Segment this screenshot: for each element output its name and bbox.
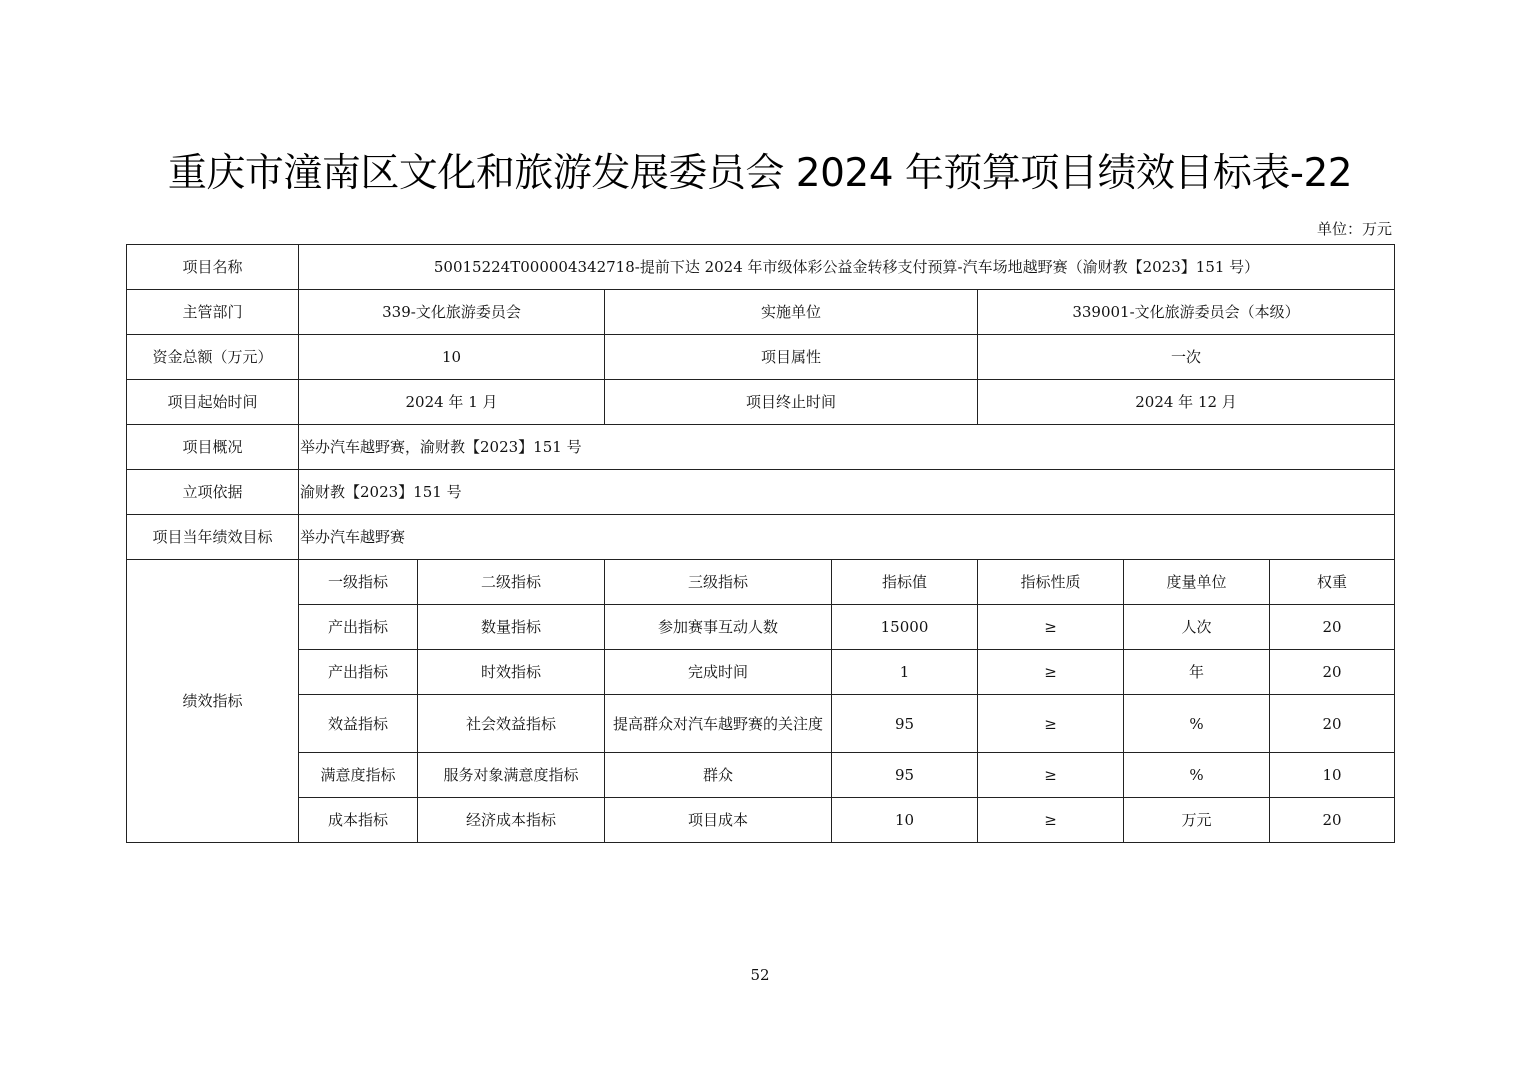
overview-label: 项目概况 (127, 425, 299, 470)
unit-cell: % (1124, 753, 1270, 798)
nature-cell: ≥ (978, 753, 1124, 798)
row-period (127, 380, 1395, 425)
level3-cell: 参加赛事互动人数 (605, 605, 832, 650)
header-nature: 指标性质 (978, 560, 1124, 605)
header-level3: 三级指标 (605, 560, 832, 605)
weight-cell: 10 (1270, 753, 1395, 798)
table-row (127, 753, 1395, 798)
weight-cell: 20 (1270, 798, 1395, 843)
header-level2: 二级指标 (418, 560, 605, 605)
value-cell: 95 (832, 753, 978, 798)
fund-value: 10 (299, 335, 605, 380)
unit-cell: 年 (1124, 650, 1270, 695)
level3-cell: 群众 (605, 753, 832, 798)
row-goal (127, 515, 1395, 560)
header-level1: 一级指标 (299, 560, 418, 605)
level1-cell: 成本指标 (299, 798, 418, 843)
unit-cell: % (1124, 695, 1270, 753)
table-row (127, 650, 1395, 695)
nature-cell: ≥ (978, 605, 1124, 650)
dept-value: 339-文化旅游委员会 (299, 290, 605, 335)
header-weight: 权重 (1270, 560, 1395, 605)
start-label: 项目起始时间 (127, 380, 299, 425)
header-value: 指标值 (832, 560, 978, 605)
nature-cell: ≥ (978, 650, 1124, 695)
level3-cell: 项目成本 (605, 798, 832, 843)
performance-target-table (126, 244, 1395, 843)
level3-cell: 提高群众对汽车越野赛的关注度 (605, 695, 832, 753)
nature-cell: ≥ (978, 798, 1124, 843)
level1-cell: 产出指标 (299, 605, 418, 650)
row-project-name (127, 245, 1395, 290)
row-basis (127, 470, 1395, 515)
unit-cell: 人次 (1124, 605, 1270, 650)
page-title: 重庆市潼南区文化和旅游发展委员会 2024 年预算项目绩效目标表-22 (167, 151, 1353, 196)
end-value: 2024 年 12 月 (978, 380, 1395, 425)
level1-cell: 产出指标 (299, 650, 418, 695)
unit-cell: 万元 (1124, 798, 1270, 843)
value-cell: 10 (832, 798, 978, 843)
row-fund (127, 335, 1395, 380)
indicator-header-row (127, 560, 1395, 605)
goal-value: 举办汽车越野赛 (299, 515, 1395, 560)
level2-cell: 数量指标 (418, 605, 605, 650)
table-row (127, 798, 1395, 843)
level2-cell: 时效指标 (418, 650, 605, 695)
table-row (127, 695, 1395, 753)
row-overview (127, 425, 1395, 470)
page-number: 52 (750, 966, 770, 984)
end-label: 项目终止时间 (605, 380, 978, 425)
impl-value: 339001-文化旅游委员会（本级） (978, 290, 1395, 335)
level3-cell: 完成时间 (605, 650, 832, 695)
basis-label: 立项依据 (127, 470, 299, 515)
value-cell: 1 (832, 650, 978, 695)
value-cell: 95 (832, 695, 978, 753)
attr-value: 一次 (978, 335, 1395, 380)
overview-value: 举办汽车越野赛，渝财教【2023】151 号 (299, 425, 1395, 470)
nature-cell: ≥ (978, 695, 1124, 753)
fund-label: 资金总额（万元） (127, 335, 299, 380)
indicators-section-label: 绩效指标 (127, 560, 299, 843)
weight-cell: 20 (1270, 695, 1395, 753)
weight-cell: 20 (1270, 650, 1395, 695)
header-unit: 度量单位 (1124, 560, 1270, 605)
basis-value: 渝财教【2023】151 号 (299, 470, 1395, 515)
impl-label: 实施单位 (605, 290, 978, 335)
project-name-value: 50015224T000004342718-提前下达 2024 年市级体彩公益金转移支付预算-汽车场地越野赛（渝财教【2023】151 号） (299, 245, 1395, 290)
project-name-label: 项目名称 (127, 245, 299, 290)
attr-label: 项目属性 (605, 335, 978, 380)
value-cell: 15000 (832, 605, 978, 650)
row-department (127, 290, 1395, 335)
level2-cell: 服务对象满意度指标 (418, 753, 605, 798)
level1-cell: 满意度指标 (299, 753, 418, 798)
level2-cell: 社会效益指标 (418, 695, 605, 753)
level1-cell: 效益指标 (299, 695, 418, 753)
start-value: 2024 年 1 月 (299, 380, 605, 425)
weight-cell: 20 (1270, 605, 1395, 650)
table-row (127, 605, 1395, 650)
level2-cell: 经济成本指标 (418, 798, 605, 843)
dept-label: 主管部门 (127, 290, 299, 335)
goal-label: 项目当年绩效目标 (127, 515, 299, 560)
unit-label: 单位：万元 (1316, 220, 1392, 238)
